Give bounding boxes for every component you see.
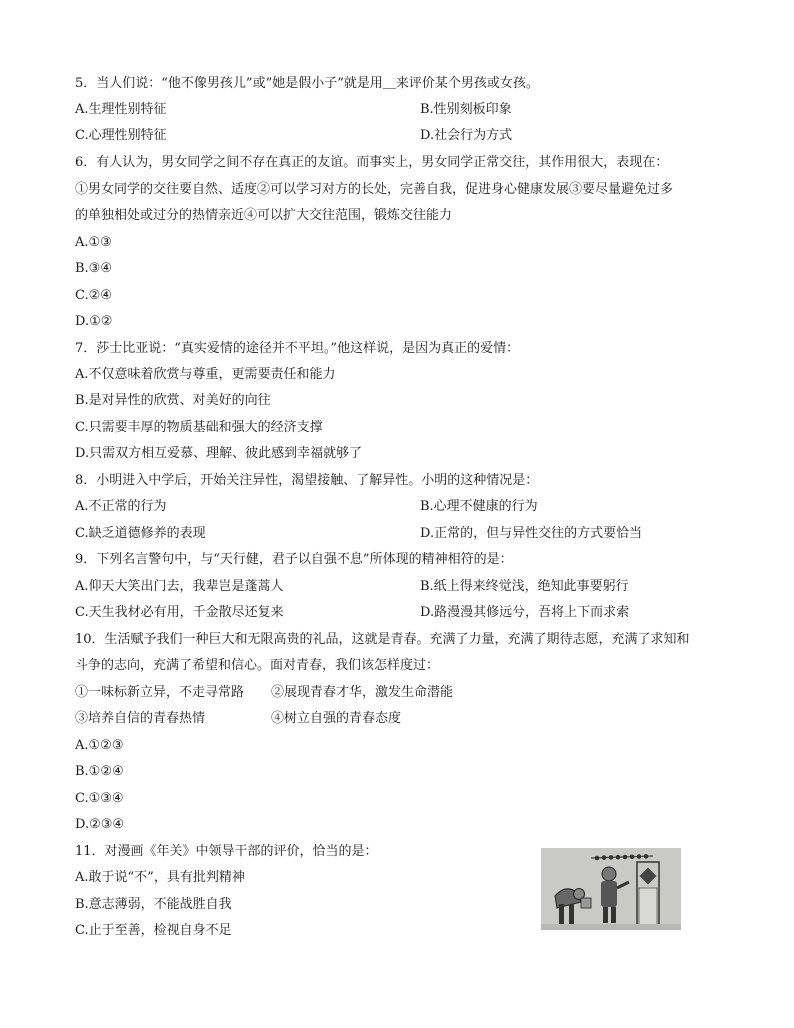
q10-statement-4: ④树立自强的青春态度	[271, 711, 402, 726]
q10-option-d: D.②③④	[75, 817, 125, 832]
q5-stem: 5．当人们说：“他不像男孩儿”或”她是假小子”就是用＿来评价某个男孩或女孩。	[75, 76, 539, 91]
q7-option-b: B.是对异性的欣赏、对美好的向往	[75, 393, 271, 408]
q5-option-d: D.社会行为方式	[420, 128, 513, 143]
q7-option-a: A.不仅意味着欣赏与尊重，更需要责任和能力	[75, 367, 336, 382]
q8-option-d: D.正常的，但与异性交往的方式要恰当	[420, 526, 643, 541]
q11-option-c: C.止于至善，检视自身不足	[75, 923, 232, 938]
q10-stem: 10．生活赋予我们一种巨大和无限高贵的礼品，这就是青春。充满了力量，充满了期待志愿，充满了求知和	[75, 632, 690, 647]
q6-stem: 6．有人认为，男女同学之间不存在真正的友谊。而事实上，男女同学正常交往，其作用很大，表现在：	[75, 155, 669, 170]
q11-option-b: B.意志薄弱，不能战胜自我	[75, 897, 232, 912]
q7-stem: 7．莎士比亚说：“真实爱情的途径并不平坦。”他这样说，是因为真正的爱情：	[75, 341, 520, 356]
q8-option-b: B.心理不健康的行为	[420, 499, 538, 514]
q10-option-b: B.①②④	[75, 764, 124, 779]
q8-option-a: A.不正常的行为	[75, 499, 167, 514]
q10-statement-3: ③培养自信的青春热情	[75, 711, 206, 726]
q6-option-a: A.①③	[75, 235, 112, 250]
q5-option-a: A.生理性别特征	[75, 102, 167, 117]
cartoon-nianguan-image	[541, 848, 681, 930]
q6-statements-line1: ①男女同学的交往要自然、适度②可以学习对方的长处，完善自我，促进身心健康发展③要尽量避免过多	[75, 182, 674, 197]
q10-statement-2: ②展现青春才华，激发生命潜能	[271, 685, 454, 700]
q7-option-d: D.只需双方相互爱慕、理解、彼此感到幸福就够了	[75, 446, 363, 461]
q9-option-b: B.纸上得来终觉浅，绝知此事要躬行	[420, 579, 629, 594]
q10-option-a: A.①②③	[75, 738, 124, 753]
q8-stem: 8．小明进入中学后，开始关注异性，渴望接触、了解异性。小明的这种情况是：	[75, 473, 539, 488]
q10-stem-line2: 斗争的志向，充满了希望和信心。面对青春，我们该怎样度过：	[75, 658, 440, 673]
q9-option-c: C.天生我材必有用，千金散尽还复来	[75, 605, 284, 620]
q6-option-b: B.③④	[75, 261, 112, 276]
q5-option-c: C.心理性别特征	[75, 128, 167, 143]
q11-stem: 11．对漫画《年关》中领导干部的评价，恰当的是：	[75, 844, 378, 859]
q6-option-c: C.②④	[75, 288, 112, 303]
q10-option-c: C.①③④	[75, 791, 124, 806]
q8-option-c: C.缺乏道德修养的表现	[75, 526, 206, 541]
q11-option-a: A.敢于说“不”，具有批判精神	[75, 870, 245, 885]
q6-statements-line2: 的单独相处或过分的热情亲近④可以扩大交往范围，锻炼交往能力	[75, 208, 453, 223]
q5-option-b: B.性别刻板印象	[420, 102, 512, 117]
q9-stem: 9．下列名言警句中，与“天行健，君子以自强不息”所体现的精神相符的是：	[75, 552, 513, 567]
q7-option-c: C.只需要丰厚的物质基础和强大的经济支撑	[75, 420, 323, 435]
q10-statement-1: ①一味标新立异，不走寻常路	[75, 685, 245, 700]
q9-option-d: D.路漫漫其修远兮，吾将上下而求索	[420, 605, 630, 620]
q9-option-a: A.仰天大笑出门去，我辈岂是蓬蒿人	[75, 579, 284, 594]
q6-option-d: D.①②	[75, 314, 113, 329]
